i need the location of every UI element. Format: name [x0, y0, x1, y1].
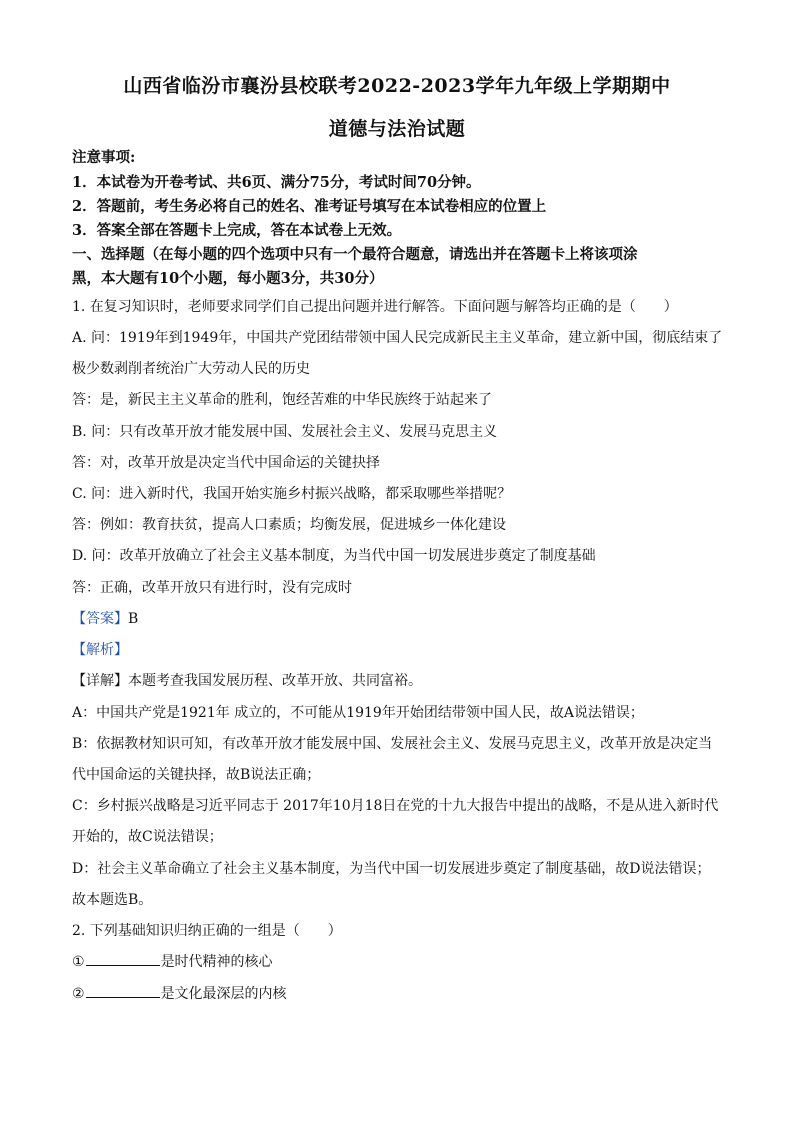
notice-item-3: 3．答案全部在答题卡上完成，答在本试卷上无效。: [72, 222, 402, 239]
exam-title-line2: 道德与法治试题: [328, 118, 466, 140]
q2-item-1: [72, 952, 732, 972]
q2-item-2-blank: [86, 984, 160, 998]
q1-explain-c-line1: C：乡村振兴战略是习近平同志于 2017年10月18日在党的十九大报告中提出的战略，不是从进入新时代: [72, 798, 719, 814]
q1-option-a-line2: 极少数剥削者统治广大劳动人民的历史: [72, 361, 310, 377]
q1-detail-row: [72, 671, 732, 691]
q1-explain-a: A：中国共产党是1921年 成立的，不可能从1919年开始团结带领中国人民，故A说法错误；: [72, 705, 644, 721]
q1-explain-b-line2: 代中国命运的关键抉择，故B说法正确；: [72, 767, 321, 783]
q1-explain-b-line1: B：依据教材知识可知，有改革开放才能发展中国、发展社会主义、发展马克思主义，改革开放是决定当: [72, 736, 713, 752]
q2-item-2-marker: ②: [72, 986, 85, 1002]
answer-value: B: [128, 611, 139, 627]
q1-option-a-line1: A. 问：1919年到1949年，中国共产党团结带领中国人民完成新民主主义革命，建立新中国，彻底结束了: [72, 330, 723, 346]
notice-item-2: 2．答题前，考生务必将自己的姓名、准考证号填写在本试卷相应的位置上: [72, 198, 547, 215]
analysis-tag: 【解析】: [72, 642, 128, 658]
q1-answer-row: [72, 609, 732, 629]
answer-tag: 【答案】: [72, 611, 128, 627]
q1-option-d-answer: 答：正确，改革开放只有进行时，没有完成时: [72, 580, 352, 596]
q1-conclusion: 故本题选B。: [72, 892, 153, 908]
q1-option-c-answer: 答：例如：教育扶贫，提高人口素质；均衡发展，促进城乡一体化建设: [72, 517, 506, 533]
section-heading-line1: 一、选择题（在每小题的四个选项中只有一个最符合题意，请选出并在答题卡上将该项涂: [72, 246, 638, 263]
notice-heading: 注意事项:: [72, 149, 136, 166]
section-heading-line2: 黑，本大题有10个小题，每小题3分，共30分）: [72, 270, 384, 287]
q1-stem: 1. 在复习知识时，老师要求同学们自己提出问题并进行解答。下面问题与解答均正确的是（ ）: [72, 299, 678, 315]
detail-text: 本题考查我国发展历程、改革开放、共同富裕。: [128, 673, 422, 689]
q2-item-1-blank: [86, 952, 160, 966]
q2-item-2: [72, 984, 732, 1004]
q1-explain-d: D：社会主义革命确立了社会主义基本制度，为当代中国一切发展进步奠定了制度基础，故D说法错误；: [72, 861, 711, 877]
detail-tag: 【详解】: [72, 673, 128, 689]
q1-option-a-answer: 答：是，新民主主义革命的胜利，饱经苦难的中华民族终于站起来了: [72, 392, 492, 408]
q1-explain-c-line2: 开始的，故C说法错误；: [72, 829, 223, 845]
q1-option-b: B. 问：只有改革开放才能发展中国、发展社会主义、发展马克思主义: [72, 424, 498, 440]
q1-option-d: D. 问：改革开放确立了社会主义基本制度，为当代中国一切发展进步奠定了制度基础: [72, 548, 596, 564]
q2-item-2-text: 是文化最深层的内核: [160, 986, 287, 1002]
q2-item-1-marker: ①: [72, 954, 85, 970]
notice-item-1: 1．本试卷为开卷考试、共6页、满分75分，考试时间70分钟。: [72, 174, 481, 191]
q2-item-1-text: 是时代精神的核心: [160, 954, 273, 970]
q1-option-c: C. 问：进入新时代，我国开始实施乡村振兴战略，都采取哪些举措呢？: [72, 486, 512, 502]
exam-title-line1: 山西省临汾市襄汾县校联考2022-2023学年九年级上学期期中: [123, 75, 671, 97]
q1-option-b-answer: 答：对，改革开放是决定当代中国命运的关键抉择: [72, 455, 380, 471]
q2-stem: 2. 下列基础知识归纳正确的一组是（ ）: [72, 923, 342, 939]
